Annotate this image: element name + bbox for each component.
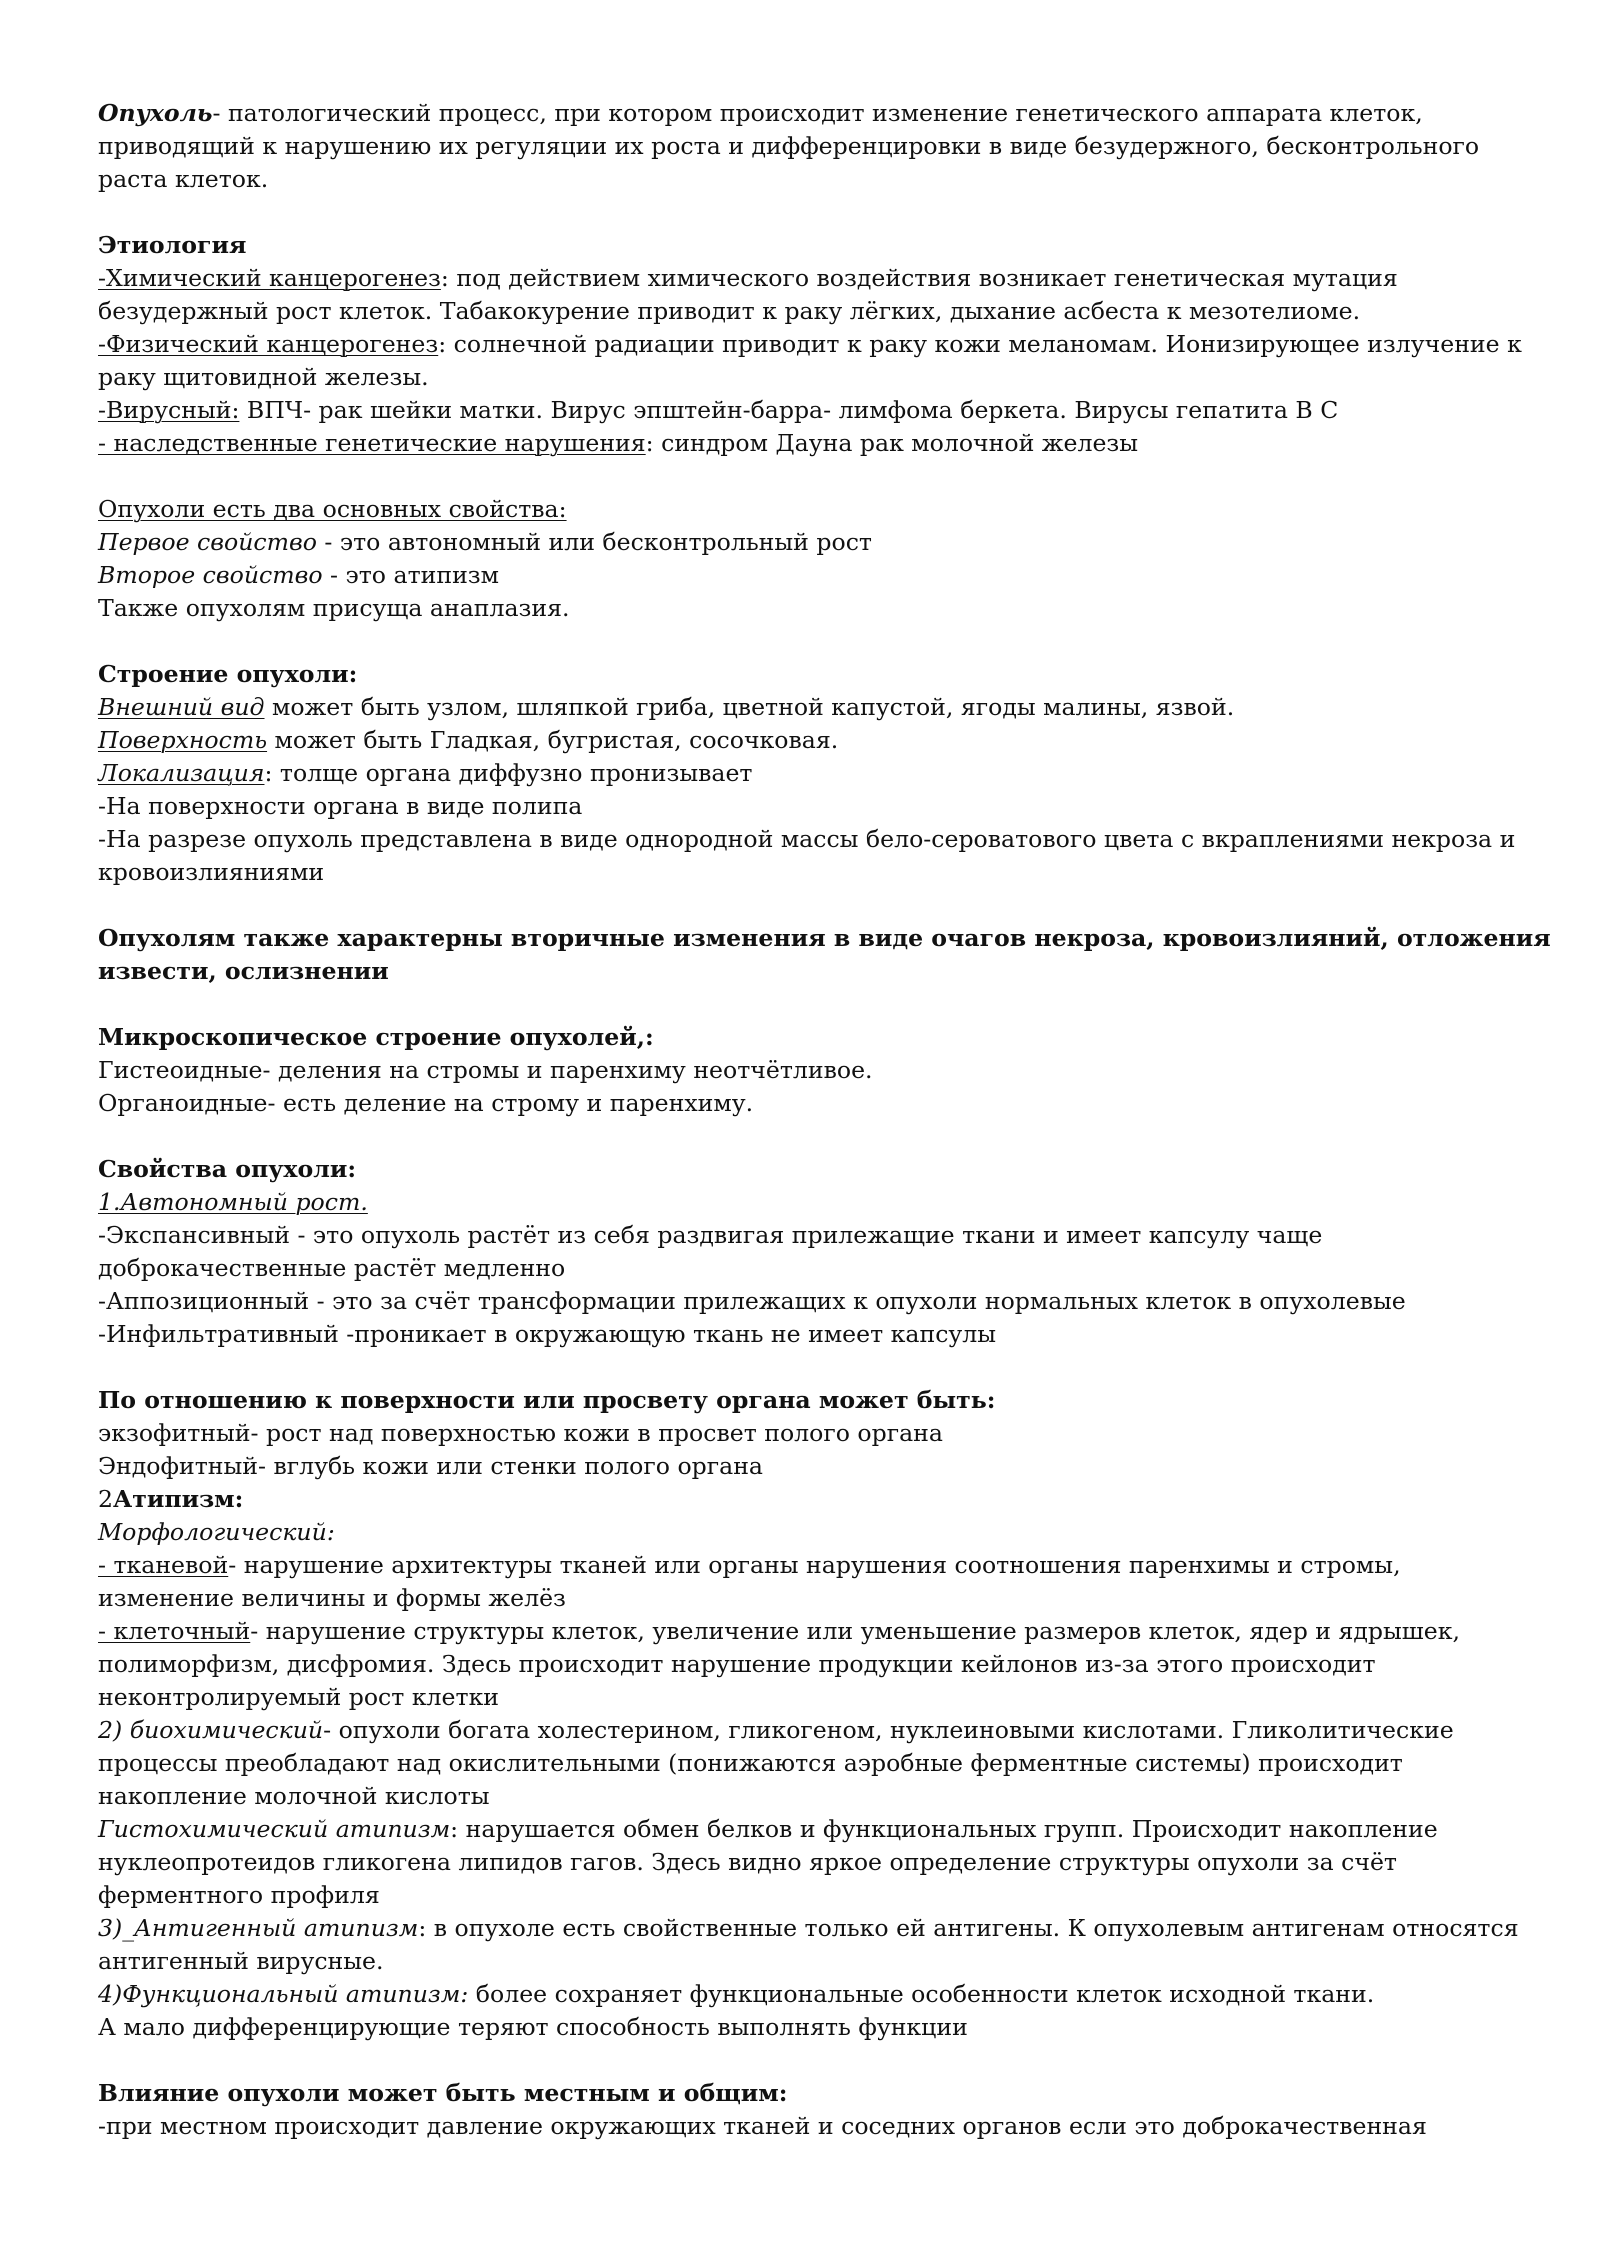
second-property-text: - это атипизм — [322, 561, 500, 589]
antigenic-line-1 — [98, 1912, 1519, 1945]
spacer — [98, 196, 1510, 229]
tissue-text-1: - нарушение архитектуры тканей или органы нарушения соотношения паренхимы и стромы, — [228, 1551, 1401, 1579]
atypism-heading — [98, 1483, 1510, 1516]
exophytic-line: экзофитный- рост над поверхностью кожи в просвет полого органа — [98, 1419, 943, 1447]
spacer — [98, 988, 1510, 1021]
functional-text-1: более сохраняет функциональные особенности клеток исходной ткани. — [468, 1980, 1375, 2008]
tissue-line-1 — [98, 1549, 1510, 1582]
localization-label: Локализация — [98, 759, 265, 787]
biochemical-label: 2) биохимический — [98, 1716, 324, 1744]
definition-term: Опухоль — [98, 99, 213, 127]
structure-heading: Строение опухоли: — [98, 660, 358, 688]
polyp-line: -На поверхности органа в виде полипа — [98, 792, 583, 820]
first-property-label: Первое свойство — [98, 528, 317, 556]
local-influence-line: -при местном происходит давление окружающих тканей и соседних органов если это доброкачественная — [98, 2112, 1427, 2140]
localization-text: : толще органа диффузно пронизывает — [264, 759, 753, 787]
hereditary-line — [98, 427, 1510, 460]
appearance-line — [98, 691, 1510, 724]
histochemical-text-1: : нарушается обмен белков и функциональных групп. Происходит накопление — [450, 1815, 1438, 1843]
expansive-line-2: доброкачественные растёт медленно — [98, 1254, 566, 1282]
second-property-label: Второе свойство — [98, 561, 323, 589]
atypism-label: Атипизм: — [113, 1485, 244, 1513]
surface-text: может быть Гладкая, бугристая, сосочковая. — [267, 726, 839, 754]
histochemical-line-2: нуклеопротеидов гликогена липидов гагов. Здесь видно яркое определение структуры опухоли за счёт — [98, 1848, 1397, 1876]
viral-label: -Вирусный: — [98, 396, 240, 424]
atypism-number: 2 — [98, 1485, 114, 1513]
localization-line — [98, 757, 1510, 790]
functional-label: 4)Функциональный атипизм: — [98, 1980, 469, 2008]
etiology-heading: Этиология — [98, 231, 247, 259]
biochemical-line-2: процессы преобладают над окислительными (понижаются аэробные ферментные системы) происходит — [98, 1749, 1403, 1777]
definition-text-1: - патологический процесс, при котором происходит изменение генетического аппарата клеток, — [212, 99, 1423, 127]
cut-line-2: кровоизлияниями — [98, 858, 325, 886]
chemical-label: -Химический канцерогенез — [98, 264, 441, 292]
histoid-line: Гистеоидные- деления на стромы и паренхиму неотчётливое. — [98, 1056, 873, 1084]
chemical-text-1: : под действием химического воздействия возникает генетическая мутация — [440, 264, 1398, 292]
influence-heading: Влияние опухоли может быть местным и общим: — [98, 2079, 788, 2107]
physical-label: -Физический канцерогенез — [98, 330, 439, 358]
definition-line-2: приводящий к нарушению их регуляции их роста и дифференцировки в виде безудержного, бесконтрольного — [98, 132, 1480, 160]
viral-text: ВПЧ- рак шейки матки. Вирус эпштейн-барра- лимфома беркета. Вирусы гепатита В С — [239, 396, 1339, 424]
cellular-line-2: полиморфизм, дисфромия. Здесь происходит нарушение продукции кейлонов из-за этого происходит — [98, 1650, 1376, 1678]
surface-line — [98, 724, 1510, 757]
physical-line-1 — [98, 328, 1522, 361]
functional-line-1 — [98, 1978, 1510, 2011]
first-property-text: - это автономный или бесконтрольный рост — [316, 528, 872, 556]
tumor-properties-heading: Свойства опухоли: — [98, 1155, 357, 1183]
histochemical-line-1 — [98, 1813, 1510, 1846]
spacer — [98, 460, 1510, 493]
definition-line-1 — [98, 97, 1510, 130]
spacer — [98, 1351, 1510, 1384]
second-property-line — [98, 559, 1510, 592]
cellular-text-1: - нарушение структуры клеток, увеличение или уменьшение размеров клеток, ядер и ядрышек, — [250, 1617, 1460, 1645]
chemical-line-1 — [98, 262, 1510, 295]
biochemical-line-3: накопление молочной кислоты — [98, 1782, 490, 1810]
antigenic-number: 3)_ — [98, 1914, 135, 1942]
organoid-line: Органоидные- есть деление на строму и паренхиму. — [98, 1089, 754, 1117]
physical-line-2: раку щитовидной железы. — [98, 363, 429, 391]
spacer — [98, 889, 1510, 922]
tissue-line-2: изменение величины и формы желёз — [98, 1584, 566, 1612]
definition-line-3: раста клеток. — [98, 165, 269, 193]
physical-text-1: : солнечной радиации приводит к раку кожи меланомам. Ионизирующее излучение к — [438, 330, 1522, 358]
antigenic-label: Антигенный атипизм — [134, 1914, 419, 1942]
tissue-label: - тканевой — [98, 1551, 229, 1579]
cut-line-1: -На разрезе опухоль представлена в виде однородной массы бело-сероватового цвета с вкраплениями некроза и — [98, 825, 1516, 853]
autonomous-growth-subheading: 1.Автономный рост. — [98, 1188, 368, 1216]
surface-label: Поверхность — [98, 726, 268, 754]
hereditary-text: : синдром Дауна рак молочной железы — [645, 429, 1139, 457]
hereditary-label: - наследственные генетические нарушения — [98, 429, 646, 457]
biochemical-line-1 — [98, 1714, 1510, 1747]
viral-line — [98, 394, 1510, 427]
cellular-line-3: неконтролируемый рост клетки — [98, 1683, 500, 1711]
anaplasia-line: Также опухолям присуща анаплазия. — [98, 594, 570, 622]
microscopic-heading: Микроскопическое строение опухолей,: — [98, 1023, 654, 1051]
first-property-line — [98, 526, 1510, 559]
antigenic-text-1: : в опухоле есть свойственные только ей антигены. К опухолевым антигенам относятся — [418, 1914, 1519, 1942]
cellular-label: - клеточный — [98, 1617, 251, 1645]
spacer — [98, 1120, 1510, 1153]
endophytic-line: Эндофитный- вглубь кожи или стенки полого органа — [98, 1452, 763, 1480]
antigenic-line-2: антигенный вирусные. — [98, 1947, 384, 1975]
histochemical-line-3: ферментного профиля — [98, 1881, 380, 1909]
relation-heading: По отношению к поверхности или просвету органа может быть: — [98, 1386, 996, 1414]
histochemical-label: Гистохимический атипизм — [98, 1815, 451, 1843]
appearance-label: Внешний вид — [98, 693, 265, 721]
infiltrative-line: -Инфильтративный -проникает в окружающую ткань не имеет капсулы — [98, 1320, 997, 1348]
chemical-line-2: безудержный рост клеток. Табакокурение приводит к раку лёгких, дыхание асбеста к мезотелиоме. — [98, 297, 1361, 325]
morphological-subheading: Морфологический: — [98, 1518, 335, 1546]
appearance-text: может быть узлом, шляпкой гриба, цветной капустой, ягоды малины, язвой. — [264, 693, 1235, 721]
spacer — [98, 625, 1510, 658]
biochemical-text-1: - опухоли богата холестерином, гликогеном, нуклеиновыми кислотами. Гликолитические — [323, 1716, 1454, 1744]
secondary-changes-line-2: извести, ослизнении — [98, 957, 389, 985]
functional-line-2: А мало дифференцирующие теряют способность выполнять функции — [98, 2013, 968, 2041]
appositional-line: -Аппозиционный - это за счёт трансформации прилежащих к опухоли нормальных клеток в опухолевые — [98, 1287, 1406, 1315]
cellular-line-1 — [98, 1615, 1510, 1648]
secondary-changes-line-1: Опухолям также характерны вторичные изменения в виде очагов некроза, кровоизлияний, отложения — [98, 924, 1551, 952]
expansive-line-1: -Экспансивный - это опухоль растёт из себя раздвигая прилежащие ткани и имеет капсулу чаще — [98, 1221, 1323, 1249]
spacer — [98, 2044, 1510, 2077]
properties-heading: Опухоли есть два основных свойства: — [98, 495, 567, 523]
